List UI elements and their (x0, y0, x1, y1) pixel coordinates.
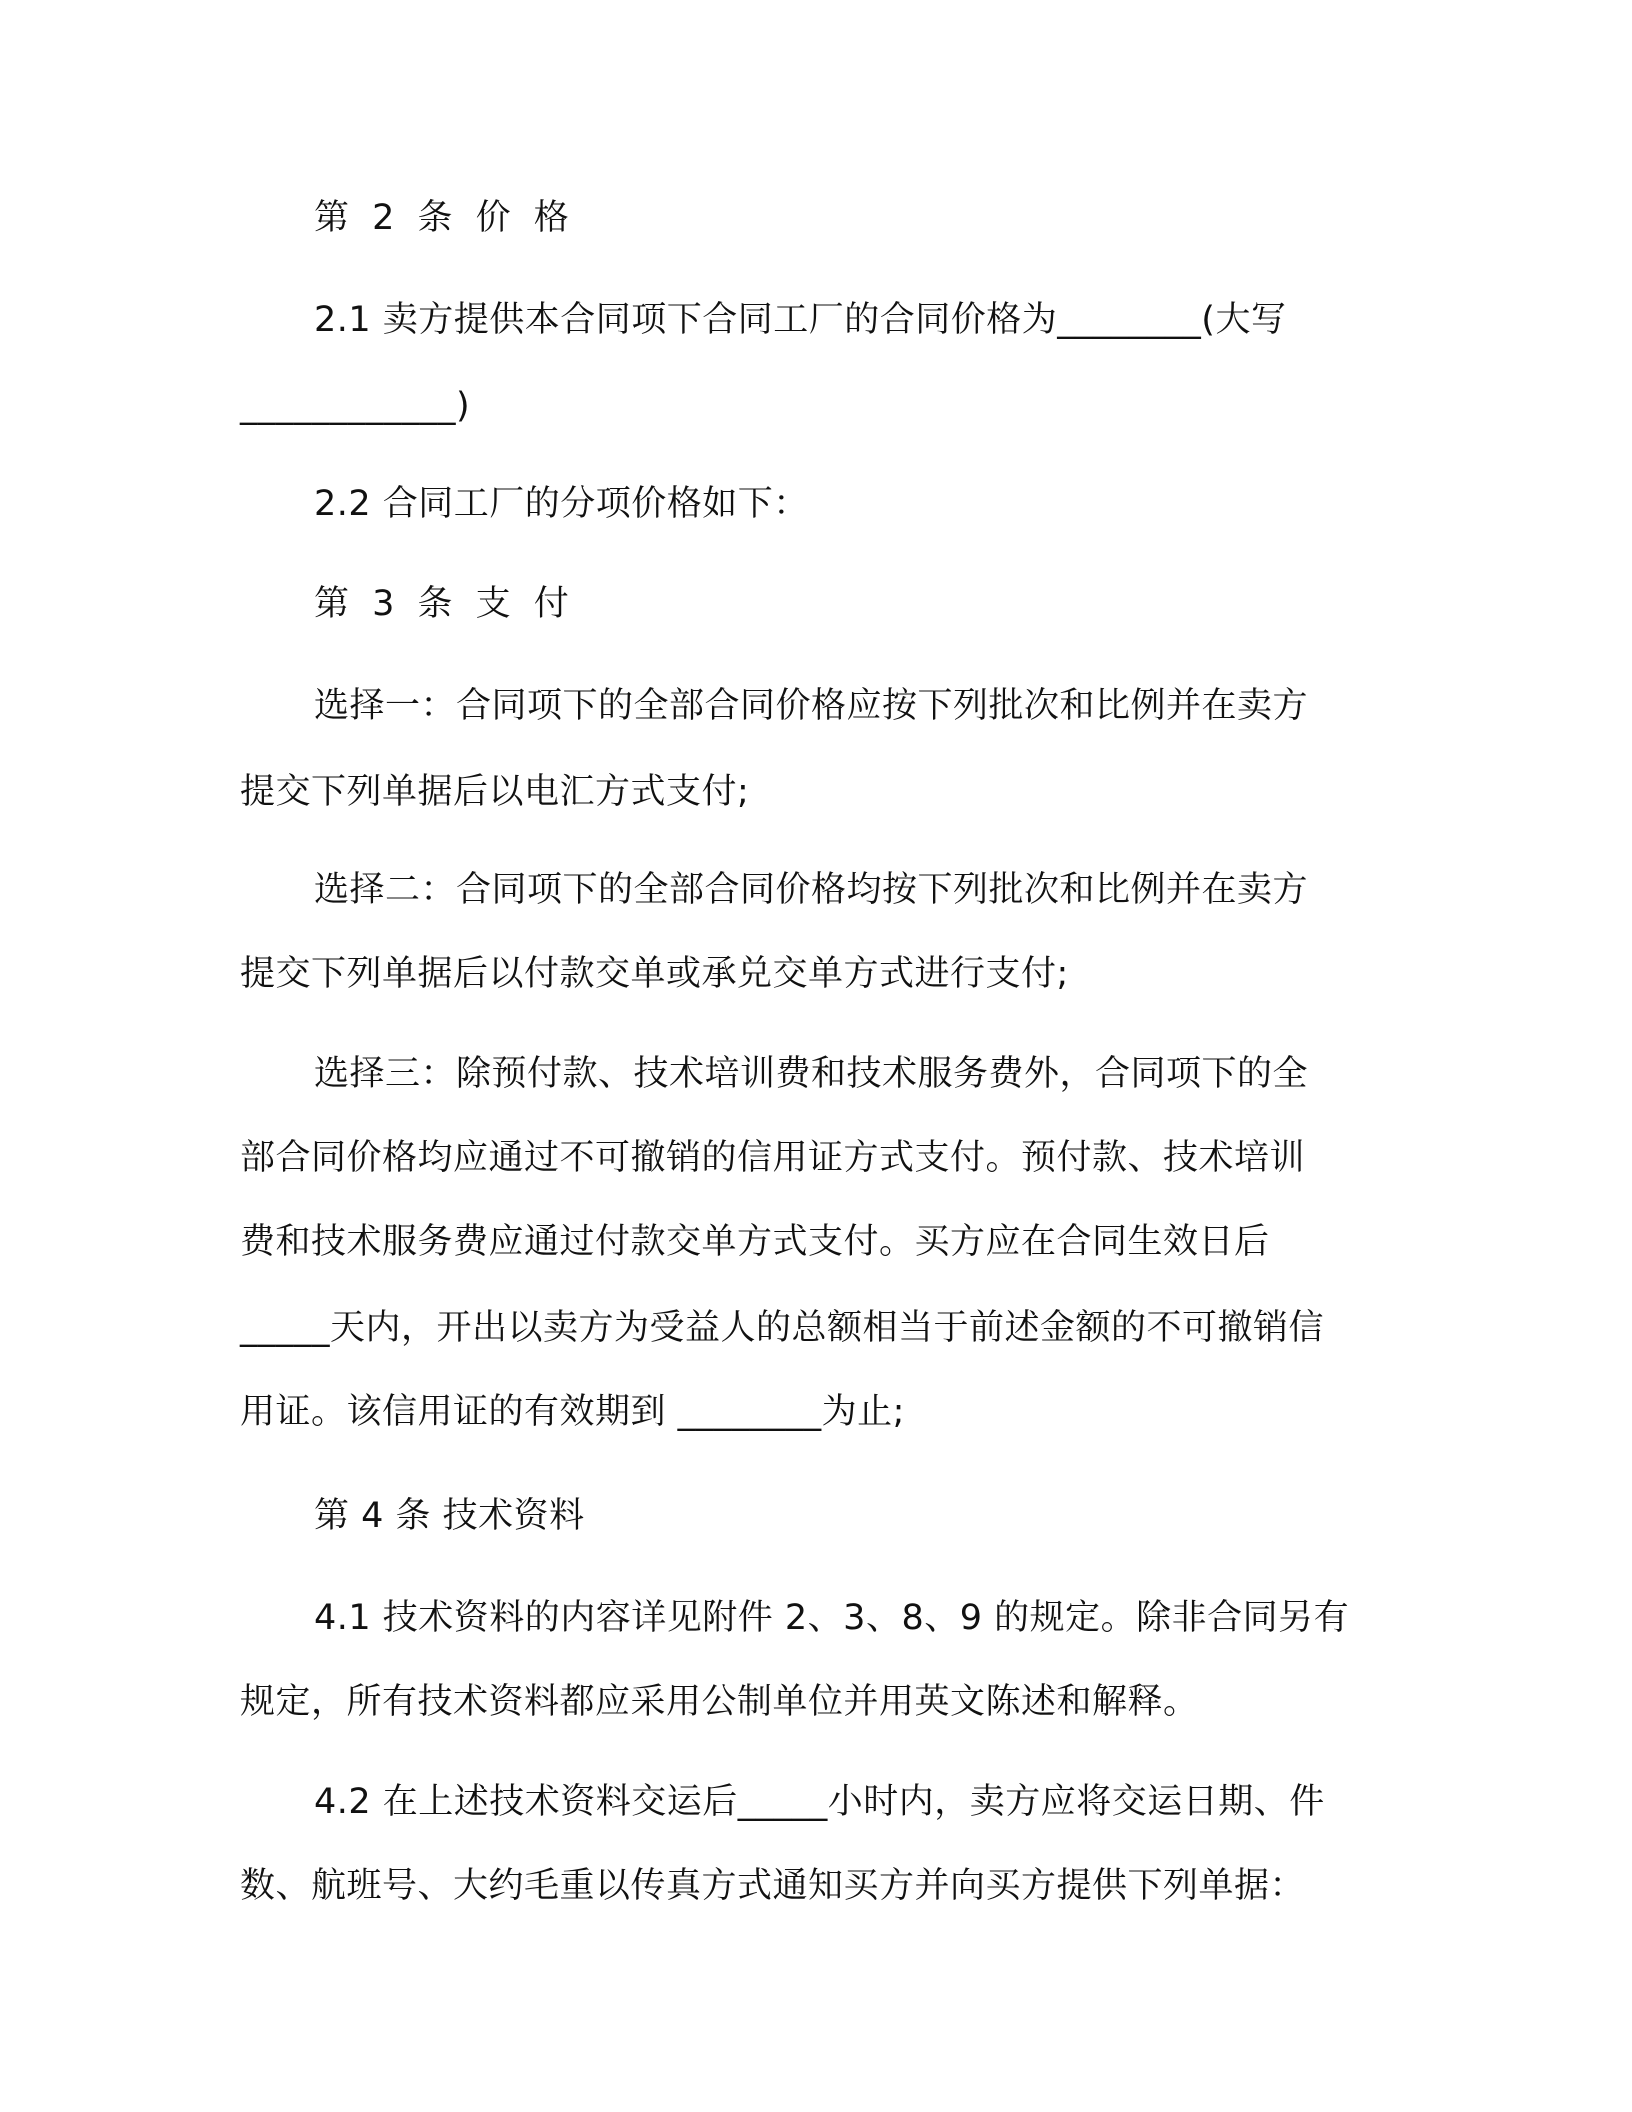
option-3-line-2: 部合同价格均应通过不可撤销的信用证方式支付。预付款、技术培训 (240, 1138, 1306, 1178)
option-3-line-3: 费和技术服务费应通过付款交单方式支付。买方应在合同生效日后 (240, 1222, 1270, 1262)
article-4-heading: 第 4 条 技术资料 (314, 1496, 585, 1536)
option-3-line-4: _____天内，开出以卖方为受益人的总额相当于前述金额的不可撤销信 (240, 1308, 1325, 1348)
clause-4-2-line-2: 数、航班号、大约毛重以传真方式通知买方并向买方提供下列单据： (240, 1866, 1306, 1906)
option-3-line-1: 选择三：除预付款、技术培训费和技术服务费外，合同项下的全 (314, 1054, 1309, 1094)
option-1-line-2: 提交下列单据后以电汇方式支付; (240, 772, 750, 812)
option-3-line-5: 用证。该信用证的有效期到 ________为止; (240, 1392, 905, 1432)
clause-2-1-line-1: 2.1 卖方提供本合同项下合同工厂的合同价格为________(大写 (314, 300, 1287, 340)
clause-4-1-line-2: 规定，所有技术资料都应采用公制单位并用英文陈述和解释。 (240, 1682, 1199, 1722)
article-3-heading: 第 3 条 支 付 (314, 584, 575, 624)
article-2-heading: 第 2 条 价 格 (314, 198, 575, 238)
clause-2-1-line-2: ____________) (240, 386, 471, 426)
option-1-line-1: 选择一：合同项下的全部合同价格应按下列批次和比例并在卖方 (314, 686, 1309, 726)
option-2-line-1: 选择二：合同项下的全部合同价格均按下列批次和比例并在卖方 (314, 870, 1309, 910)
clause-4-1-line-1: 4.1 技术资料的内容详见附件 2、3、8、9 的规定。除非合同另有 (314, 1598, 1350, 1638)
clause-4-2-line-1: 4.2 在上述技术资料交运后_____小时内，卖方应将交运日期、件 (314, 1782, 1325, 1822)
clause-2-2: 2.2 合同工厂的分项价格如下： (314, 484, 809, 524)
option-2-line-2: 提交下列单据后以付款交单或承兑交单方式进行支付; (240, 954, 1069, 994)
